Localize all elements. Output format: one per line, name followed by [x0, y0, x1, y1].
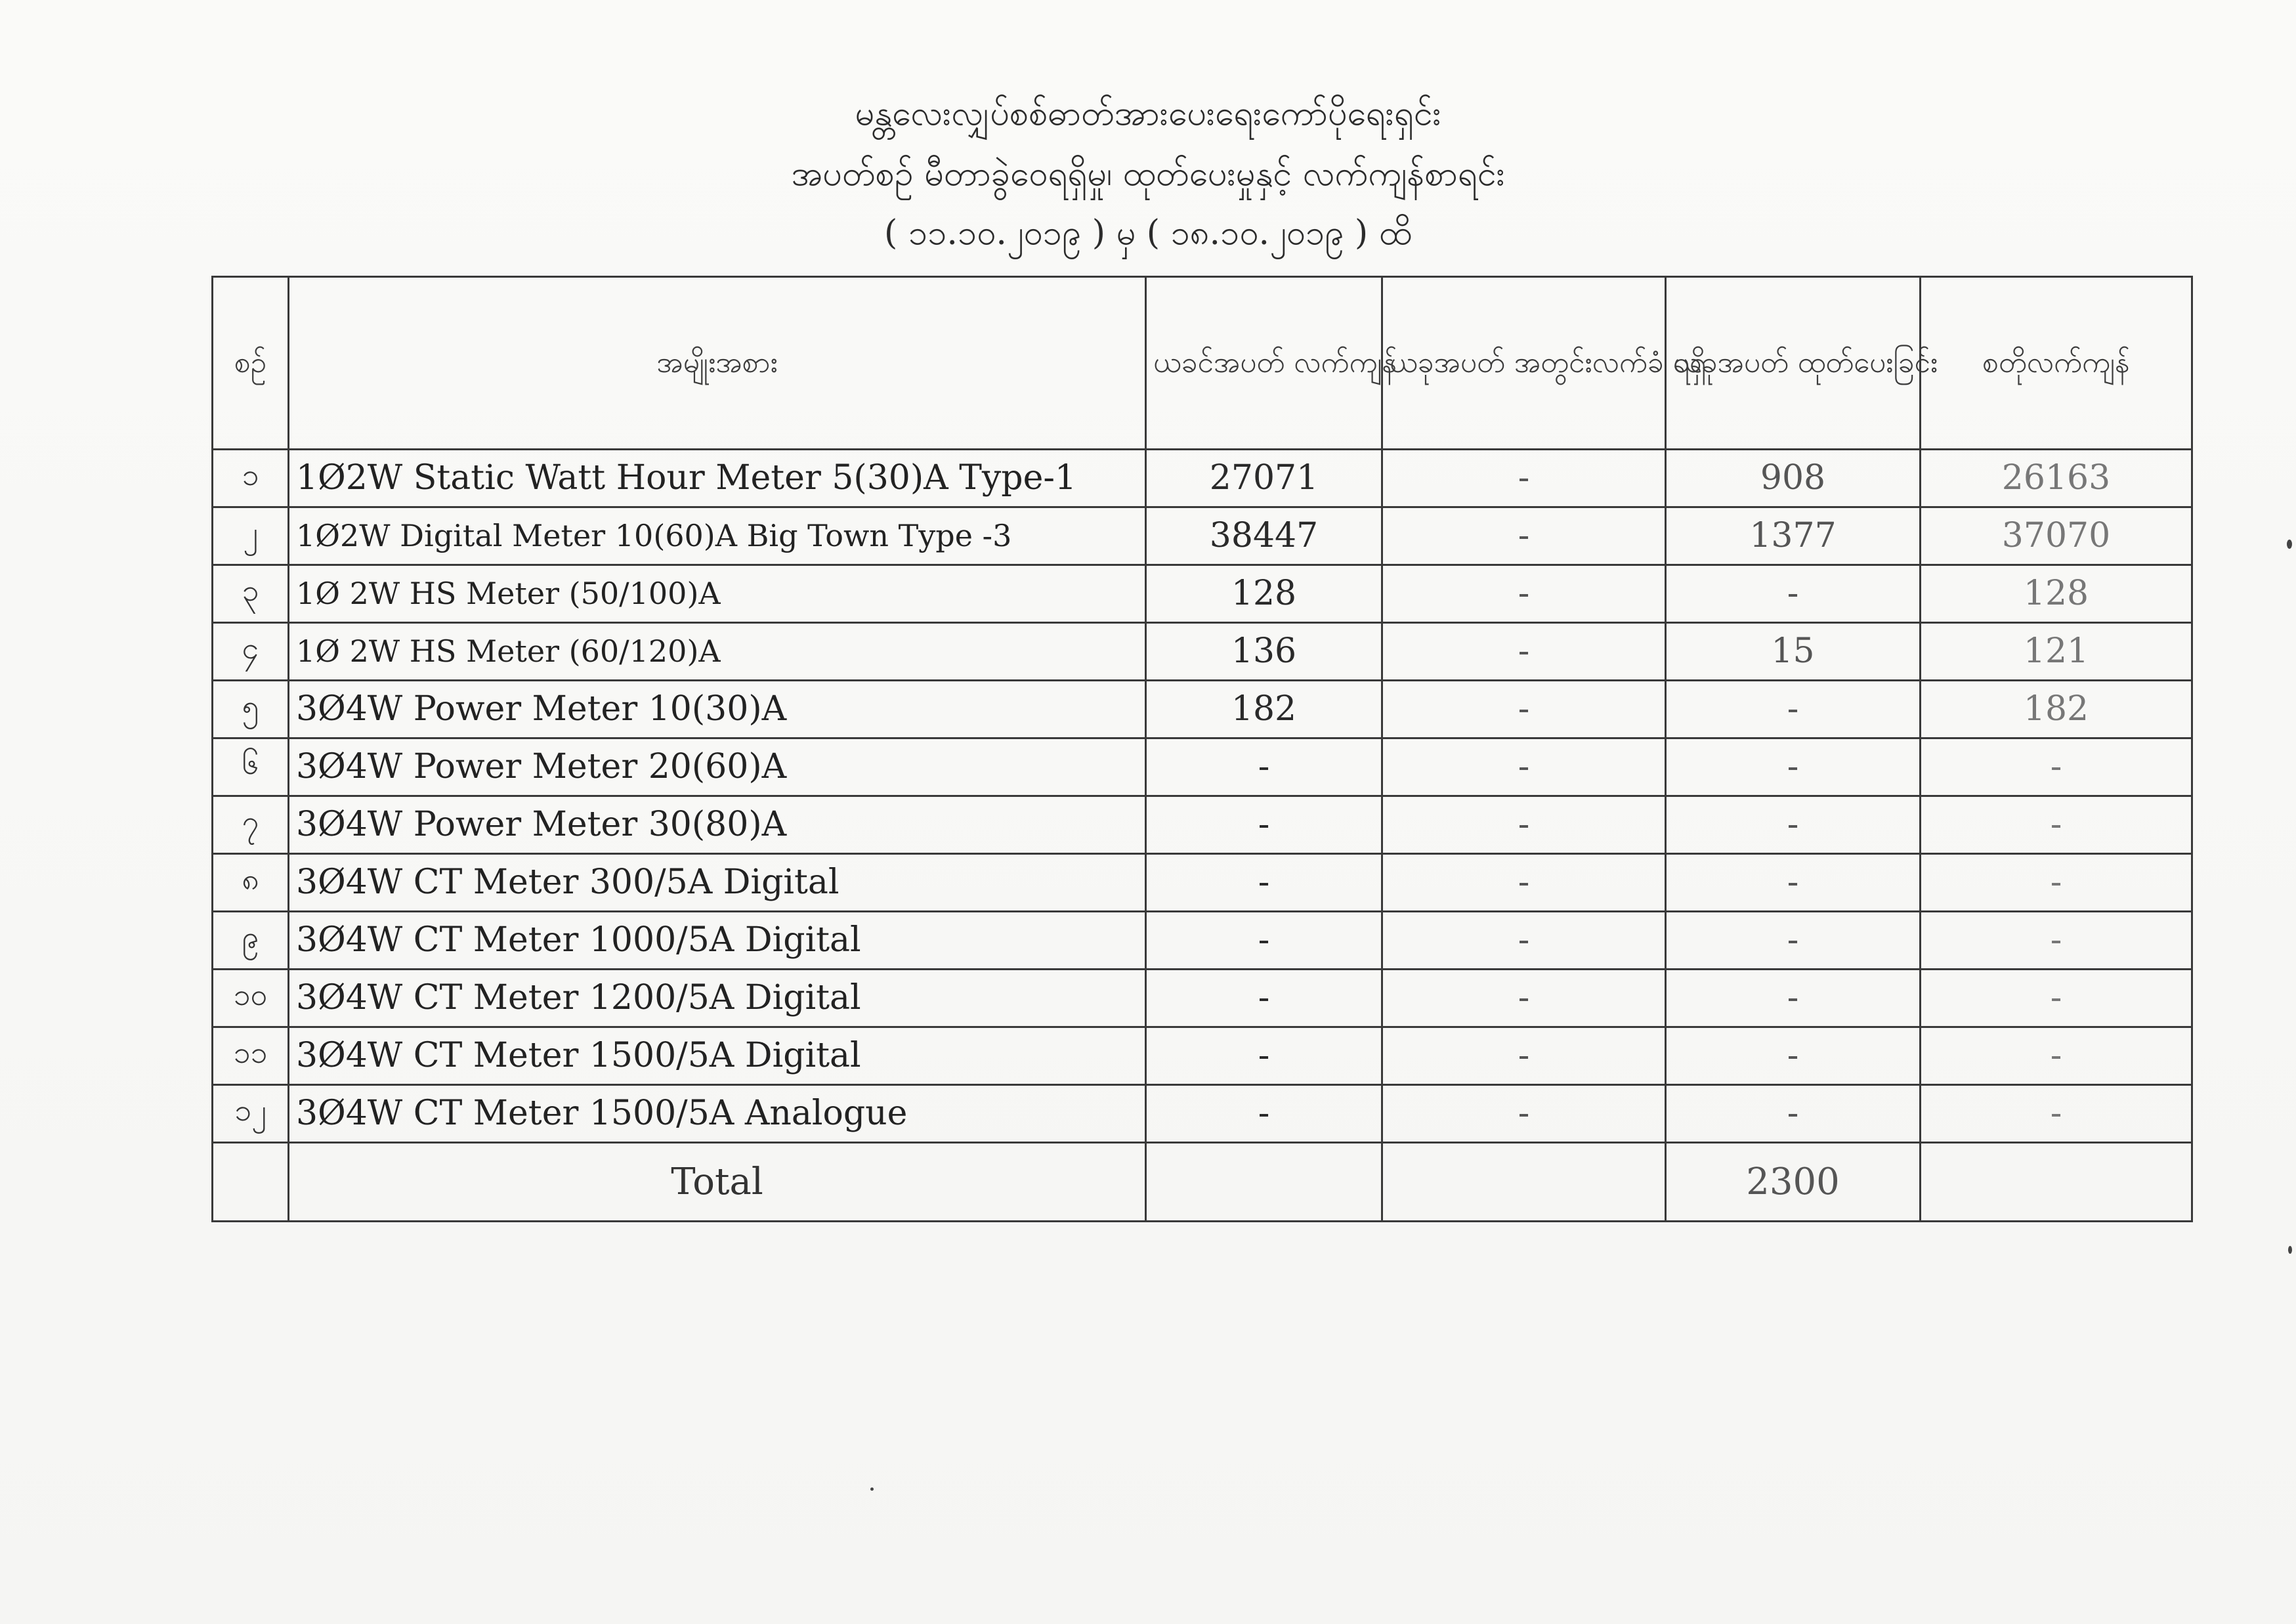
row-issued: 15 — [1666, 622, 1921, 680]
row-received: - — [1382, 565, 1666, 622]
row-store-balance: 37070 — [1921, 507, 2192, 565]
table-row — [213, 1027, 2192, 1084]
row-serial: ၃ — [213, 565, 289, 622]
row-received: - — [1382, 1084, 1666, 1142]
col-header-store-balance: စတိုလက်ကျန် — [1921, 277, 2192, 450]
row-issued: 908 — [1666, 450, 1921, 507]
row-serial: ၈ — [213, 853, 289, 911]
row-issued: - — [1666, 796, 1921, 853]
row-previous-balance: - — [1146, 1084, 1382, 1142]
row-serial: ၂ — [213, 507, 289, 565]
row-meter-type: 3Ø4W CT Meter 300/5A Digital — [289, 853, 1146, 911]
row-issued: - — [1666, 911, 1921, 969]
table-total-row — [213, 1142, 2192, 1221]
row-store-balance: 128 — [1921, 565, 2192, 622]
row-store-balance: 26163 — [1921, 450, 2192, 507]
row-issued: 1377 — [1666, 507, 1921, 565]
row-previous-balance: - — [1146, 853, 1382, 911]
table-row — [213, 565, 2192, 622]
meter-stock-table — [211, 276, 2193, 1222]
row-meter-type: 3Ø4W Power Meter 20(60)A — [289, 738, 1146, 796]
row-received: - — [1382, 680, 1666, 738]
row-previous-balance: - — [1146, 738, 1382, 796]
document-title: မန္တလေးလျှပ်စစ်ဓာတ်အားပေးရေးကော်ပိုရေးရှင်း — [855, 94, 1441, 133]
document-subtitle: အပတ်စဉ် မီတာခွဲဝေရရှိမှု၊ ထုတ်ပေးမှုနှင့် လက်ကျန်စာရင်း — [791, 154, 1505, 194]
row-store-balance: - — [1921, 738, 2192, 796]
row-meter-type: 1Ø2W Digital Meter 10(60)A Big Town Type -3 — [289, 507, 1146, 565]
row-received: - — [1382, 622, 1666, 680]
table-row — [213, 450, 2192, 507]
row-issued: - — [1666, 680, 1921, 738]
table-row — [213, 911, 2192, 969]
row-store-balance: - — [1921, 969, 2192, 1027]
table-row — [213, 969, 2192, 1027]
row-meter-type: 3Ø4W CT Meter 1000/5A Digital — [289, 911, 1146, 969]
row-store-balance: - — [1921, 1027, 2192, 1084]
row-serial: ၁၂ — [213, 1084, 289, 1142]
row-issued: - — [1666, 738, 1921, 796]
row-store-balance: 121 — [1921, 622, 2192, 680]
row-meter-type: 3Ø4W Power Meter 30(80)A — [289, 796, 1146, 853]
col-header-issued: ယခုအပတ် ထုတ်ပေးခြင်း — [1666, 277, 1921, 450]
table-row — [213, 796, 2192, 853]
total-serial-cell — [213, 1142, 289, 1221]
row-previous-balance: 128 — [1146, 565, 1382, 622]
row-issued: - — [1666, 853, 1921, 911]
total-received-cell — [1382, 1142, 1666, 1221]
row-serial: ၄ — [213, 622, 289, 680]
row-received: - — [1382, 1027, 1666, 1084]
row-store-balance: - — [1921, 1084, 2192, 1142]
row-previous-balance: - — [1146, 911, 1382, 969]
row-received: - — [1382, 507, 1666, 565]
row-received: - — [1382, 853, 1666, 911]
table-row — [213, 1084, 2192, 1142]
row-store-balance: 182 — [1921, 680, 2192, 738]
row-meter-type: 3Ø4W Power Meter 10(30)A — [289, 680, 1146, 738]
col-header-received: ယခုအပတ် အတွင်းလက်ခံ ရရှိ — [1382, 277, 1666, 450]
row-meter-type: 1Ø 2W HS Meter (50/100)A — [289, 565, 1146, 622]
row-serial: ၉ — [213, 911, 289, 969]
row-issued: - — [1666, 1027, 1921, 1084]
row-received: - — [1382, 738, 1666, 796]
row-received: - — [1382, 796, 1666, 853]
scan-speck — [2287, 540, 2292, 549]
row-previous-balance: - — [1146, 969, 1382, 1027]
row-meter-type: 1Ø2W Static Watt Hour Meter 5(30)A Type-1 — [289, 450, 1146, 507]
row-received: - — [1382, 450, 1666, 507]
table-row — [213, 680, 2192, 738]
total-previous-cell — [1146, 1142, 1382, 1221]
scan-speck — [870, 1487, 874, 1491]
row-previous-balance: 27071 — [1146, 450, 1382, 507]
row-serial: ၇ — [213, 796, 289, 853]
total-label: Total — [289, 1142, 1146, 1221]
row-store-balance: - — [1921, 796, 2192, 853]
row-meter-type: 1Ø 2W HS Meter (60/120)A — [289, 622, 1146, 680]
col-header-serial: စဉ် — [213, 277, 289, 450]
row-serial: ၅ — [213, 680, 289, 738]
total-issued: 2300 — [1666, 1142, 1921, 1221]
row-issued: - — [1666, 969, 1921, 1027]
scan-speck — [2288, 1246, 2292, 1254]
total-balance-cell — [1921, 1142, 2192, 1221]
date-range: ( ၁၁.၁၀.၂၀၁၉ ) မှ ( ၁၈.၁၀.၂၀၁၉ ) ထိ — [884, 213, 1412, 253]
row-meter-type: 3Ø4W CT Meter 1500/5A Analogue — [289, 1084, 1146, 1142]
row-previous-balance: 136 — [1146, 622, 1382, 680]
row-meter-type: 3Ø4W CT Meter 1500/5A Digital — [289, 1027, 1146, 1084]
col-header-previous-balance: ယခင်အပတ် လက်ကျန် — [1146, 277, 1382, 450]
table-row — [213, 853, 2192, 911]
row-meter-type: 3Ø4W CT Meter 1200/5A Digital — [289, 969, 1146, 1027]
table-row — [213, 622, 2192, 680]
row-serial: ၁ — [213, 450, 289, 507]
row-received: - — [1382, 969, 1666, 1027]
row-previous-balance: - — [1146, 796, 1382, 853]
row-store-balance: - — [1921, 911, 2192, 969]
row-received: - — [1382, 911, 1666, 969]
row-previous-balance: 38447 — [1146, 507, 1382, 565]
table-row — [213, 507, 2192, 565]
row-serial: ၁၀ — [213, 969, 289, 1027]
row-previous-balance: 182 — [1146, 680, 1382, 738]
row-previous-balance: - — [1146, 1027, 1382, 1084]
row-store-balance: - — [1921, 853, 2192, 911]
row-issued: - — [1666, 565, 1921, 622]
table-row — [213, 738, 2192, 796]
row-issued: - — [1666, 1084, 1921, 1142]
col-header-type: အမျိုးအစား — [289, 277, 1146, 450]
row-serial: ၁၁ — [213, 1027, 289, 1084]
row-serial: ၆ — [213, 738, 289, 796]
table-header-row — [213, 277, 2192, 450]
